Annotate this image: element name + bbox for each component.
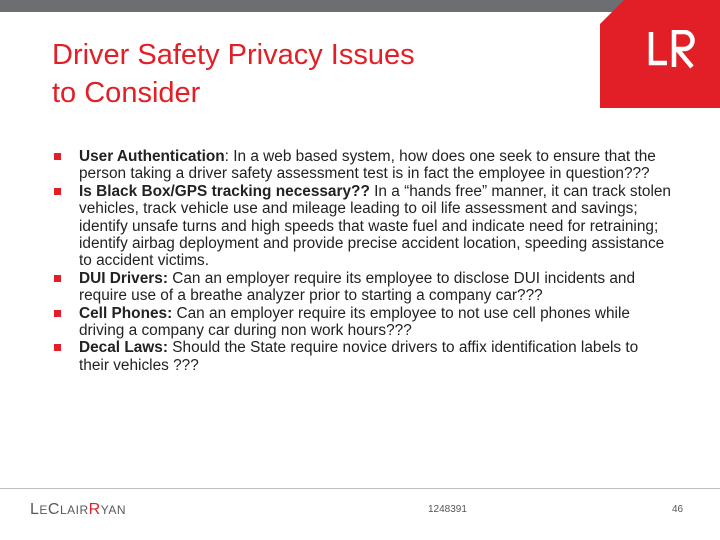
bullet-list	[52, 148, 672, 374]
bullet-text: Should the State require novice drivers to affix identification labels to their vehicles ???	[79, 339, 639, 374]
bullet-heading: Cell Phones:	[79, 304, 173, 322]
lr-logo-icon	[648, 30, 696, 70]
bullet-square-icon	[54, 188, 61, 195]
list-item	[52, 183, 672, 270]
bullet-heading: Decal Laws:	[79, 339, 168, 357]
bullet-heading: DUI Drivers:	[79, 269, 168, 287]
bullet-heading: Is Black Box/GPS tracking necessary??	[79, 182, 370, 200]
bullet-text: Can an employer require its employee to not use cell phones while driving a company car during non work hours???	[79, 304, 630, 340]
list-item	[52, 339, 672, 374]
bullet-square-icon	[54, 310, 61, 317]
title-line-2: to Consider	[52, 77, 201, 109]
page-number: 46	[672, 504, 684, 515]
bullet-text: : In a web based system, how does one seek to ensure that the person taking a driver safety assessment test is in fact the employee in question???	[79, 148, 656, 183]
bullet-heading: User Authentication	[79, 148, 225, 165]
slide-title	[52, 36, 415, 112]
bullet-square-icon	[54, 344, 61, 351]
title-line-1: Driver Safety Privacy Issues	[52, 39, 415, 71]
list-item	[52, 148, 672, 183]
list-item	[52, 270, 672, 305]
leclairryan-logo-icon	[30, 496, 170, 520]
bullet-square-icon	[54, 275, 61, 282]
bullet-text: Can an employer require its employee to disclose DUI incidents and require use of a breathe analyzer prior to starting a company car???	[79, 269, 636, 305]
svg-text:LECLAIRRYAN: LECLAIRRYAN	[30, 501, 127, 518]
list-item	[52, 305, 672, 340]
bullet-text: In a “hands free” manner, it can track stolen vehicles, track vehicle use and mileage leading to oil life assessment and savings; identify unsafe turns and high speeds that waste fuel and indicate need for retraining; identify airbag deployment and provide precise accident location, speeding assistance to accident victims.	[79, 182, 671, 270]
bullet-square-icon	[54, 153, 61, 160]
footer-divider	[0, 488, 720, 489]
document-number: 1248391	[428, 504, 467, 515]
top-bar	[0, 0, 720, 12]
